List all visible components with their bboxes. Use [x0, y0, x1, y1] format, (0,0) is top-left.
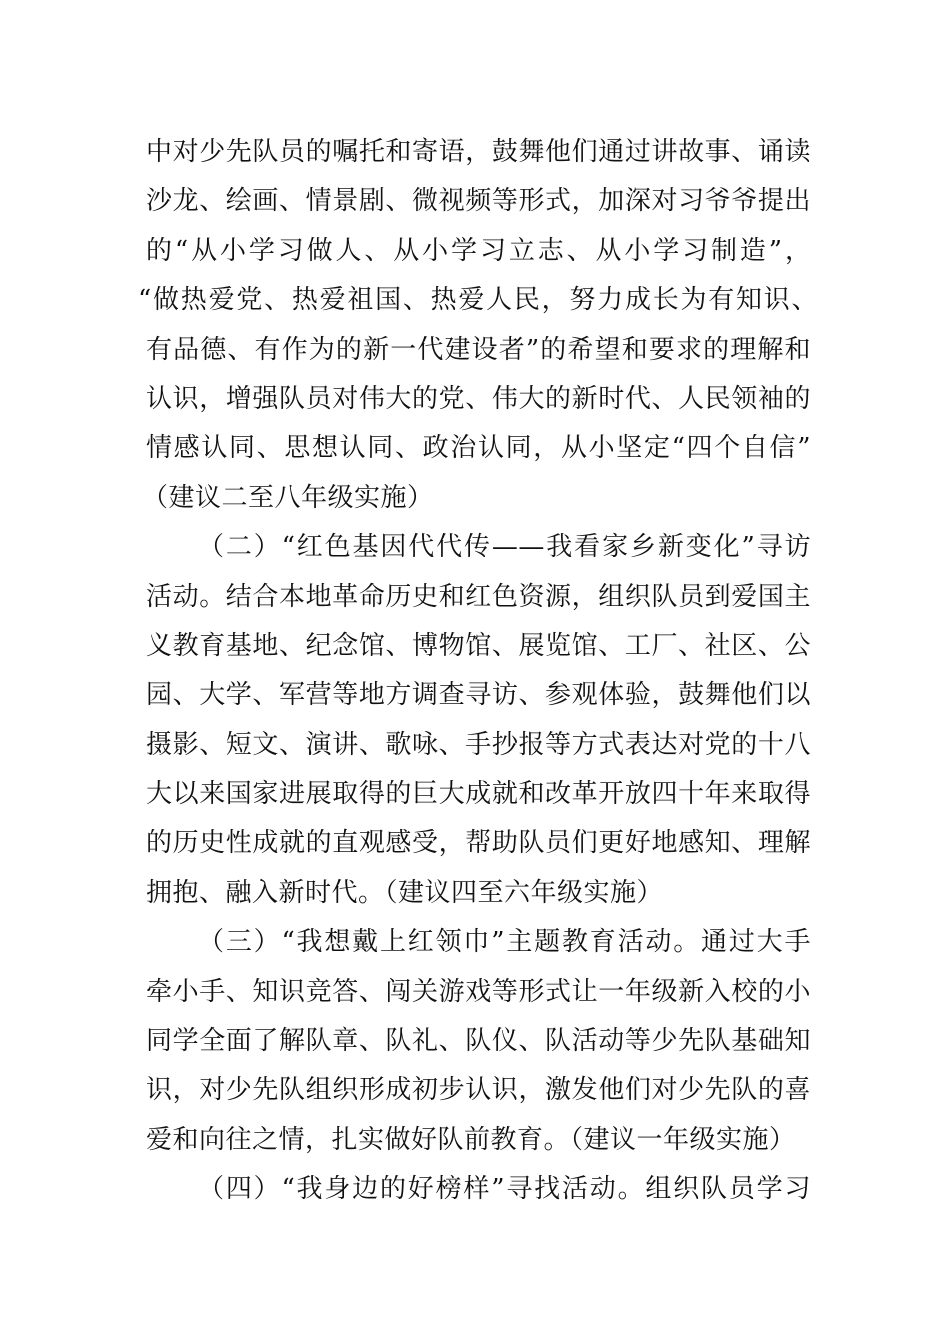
text-line: 摄影、短文、演讲、歌咏、手抄报等方式表达对党的十八	[146, 729, 811, 760]
text-line: 活动。结合本地革命历史和红色资源，组织队员到爱国主	[146, 581, 811, 612]
text-line: （建议二至八年级实施）	[142, 482, 434, 513]
text-line: 的历史性成就的直观感受，帮助队员们更好地感知、理解	[146, 828, 811, 859]
text-line: 情感认同、思想认同、政治认同，从小坚定“四个自信”	[146, 433, 811, 464]
text-line: 拥抱、融入新时代。（建议四至六年级实施）	[146, 877, 664, 908]
text-line: 的“从小学习做人、从小学习立志、从小学习制造”，	[146, 235, 811, 266]
text-line: 中对少先队员的嘱托和寄语，鼓舞他们通过讲故事、诵读	[146, 137, 811, 167]
text-line: （四）“我身边的好榜样”寻找活动。组织队员学习	[198, 1174, 811, 1205]
text-line: 同学全面了解队章、队礼、队仪、队活动等少先队基础知	[146, 1026, 811, 1057]
text-line: 牵小手、知识竞答、闯关游戏等形式让一年级新入校的小	[146, 976, 811, 1007]
text-line: （二）“红色基因代代传——我看家乡新变化”寻访	[198, 532, 811, 563]
text-line: 爱和向往之情，扎实做好队前教育。（建议一年级实施）	[146, 1124, 796, 1155]
text-line: （三）“我想戴上红领巾”主题教育活动。通过大手	[198, 927, 811, 958]
text-line: 沙龙、绘画、情景剧、微视频等形式，加深对习爷爷提出	[146, 186, 811, 217]
paragraph-continuation	[138, 128, 818, 523]
paragraph-item-4	[146, 1165, 811, 1214]
text-line: 大以来国家进展取得的巨大成就和改革开放四十年来取得	[146, 779, 811, 810]
text-line: 园、大学、军营等地方调查寻访、参观体验，鼓舞他们以	[146, 680, 811, 711]
text-line: 识，对少先队组织形成初步认识，激发他们对少先队的喜	[146, 1075, 811, 1106]
text-line: “做热爱党、热爱祖国、热爱人民，努力成长为有知识、	[138, 285, 818, 316]
paragraph-item-2	[146, 523, 811, 918]
paragraph-item-3	[146, 918, 811, 1165]
text-line: 认识，增强队员对伟大的党、伟大的新时代、人民领袖的	[146, 383, 811, 414]
document-body	[138, 128, 818, 1215]
text-line: 有品德、有作为的新一代建设者”的希望和要求的理解和	[146, 334, 811, 365]
text-line: 义教育基地、纪念馆、博物馆、展览馆、工厂、社区、公	[146, 630, 811, 661]
